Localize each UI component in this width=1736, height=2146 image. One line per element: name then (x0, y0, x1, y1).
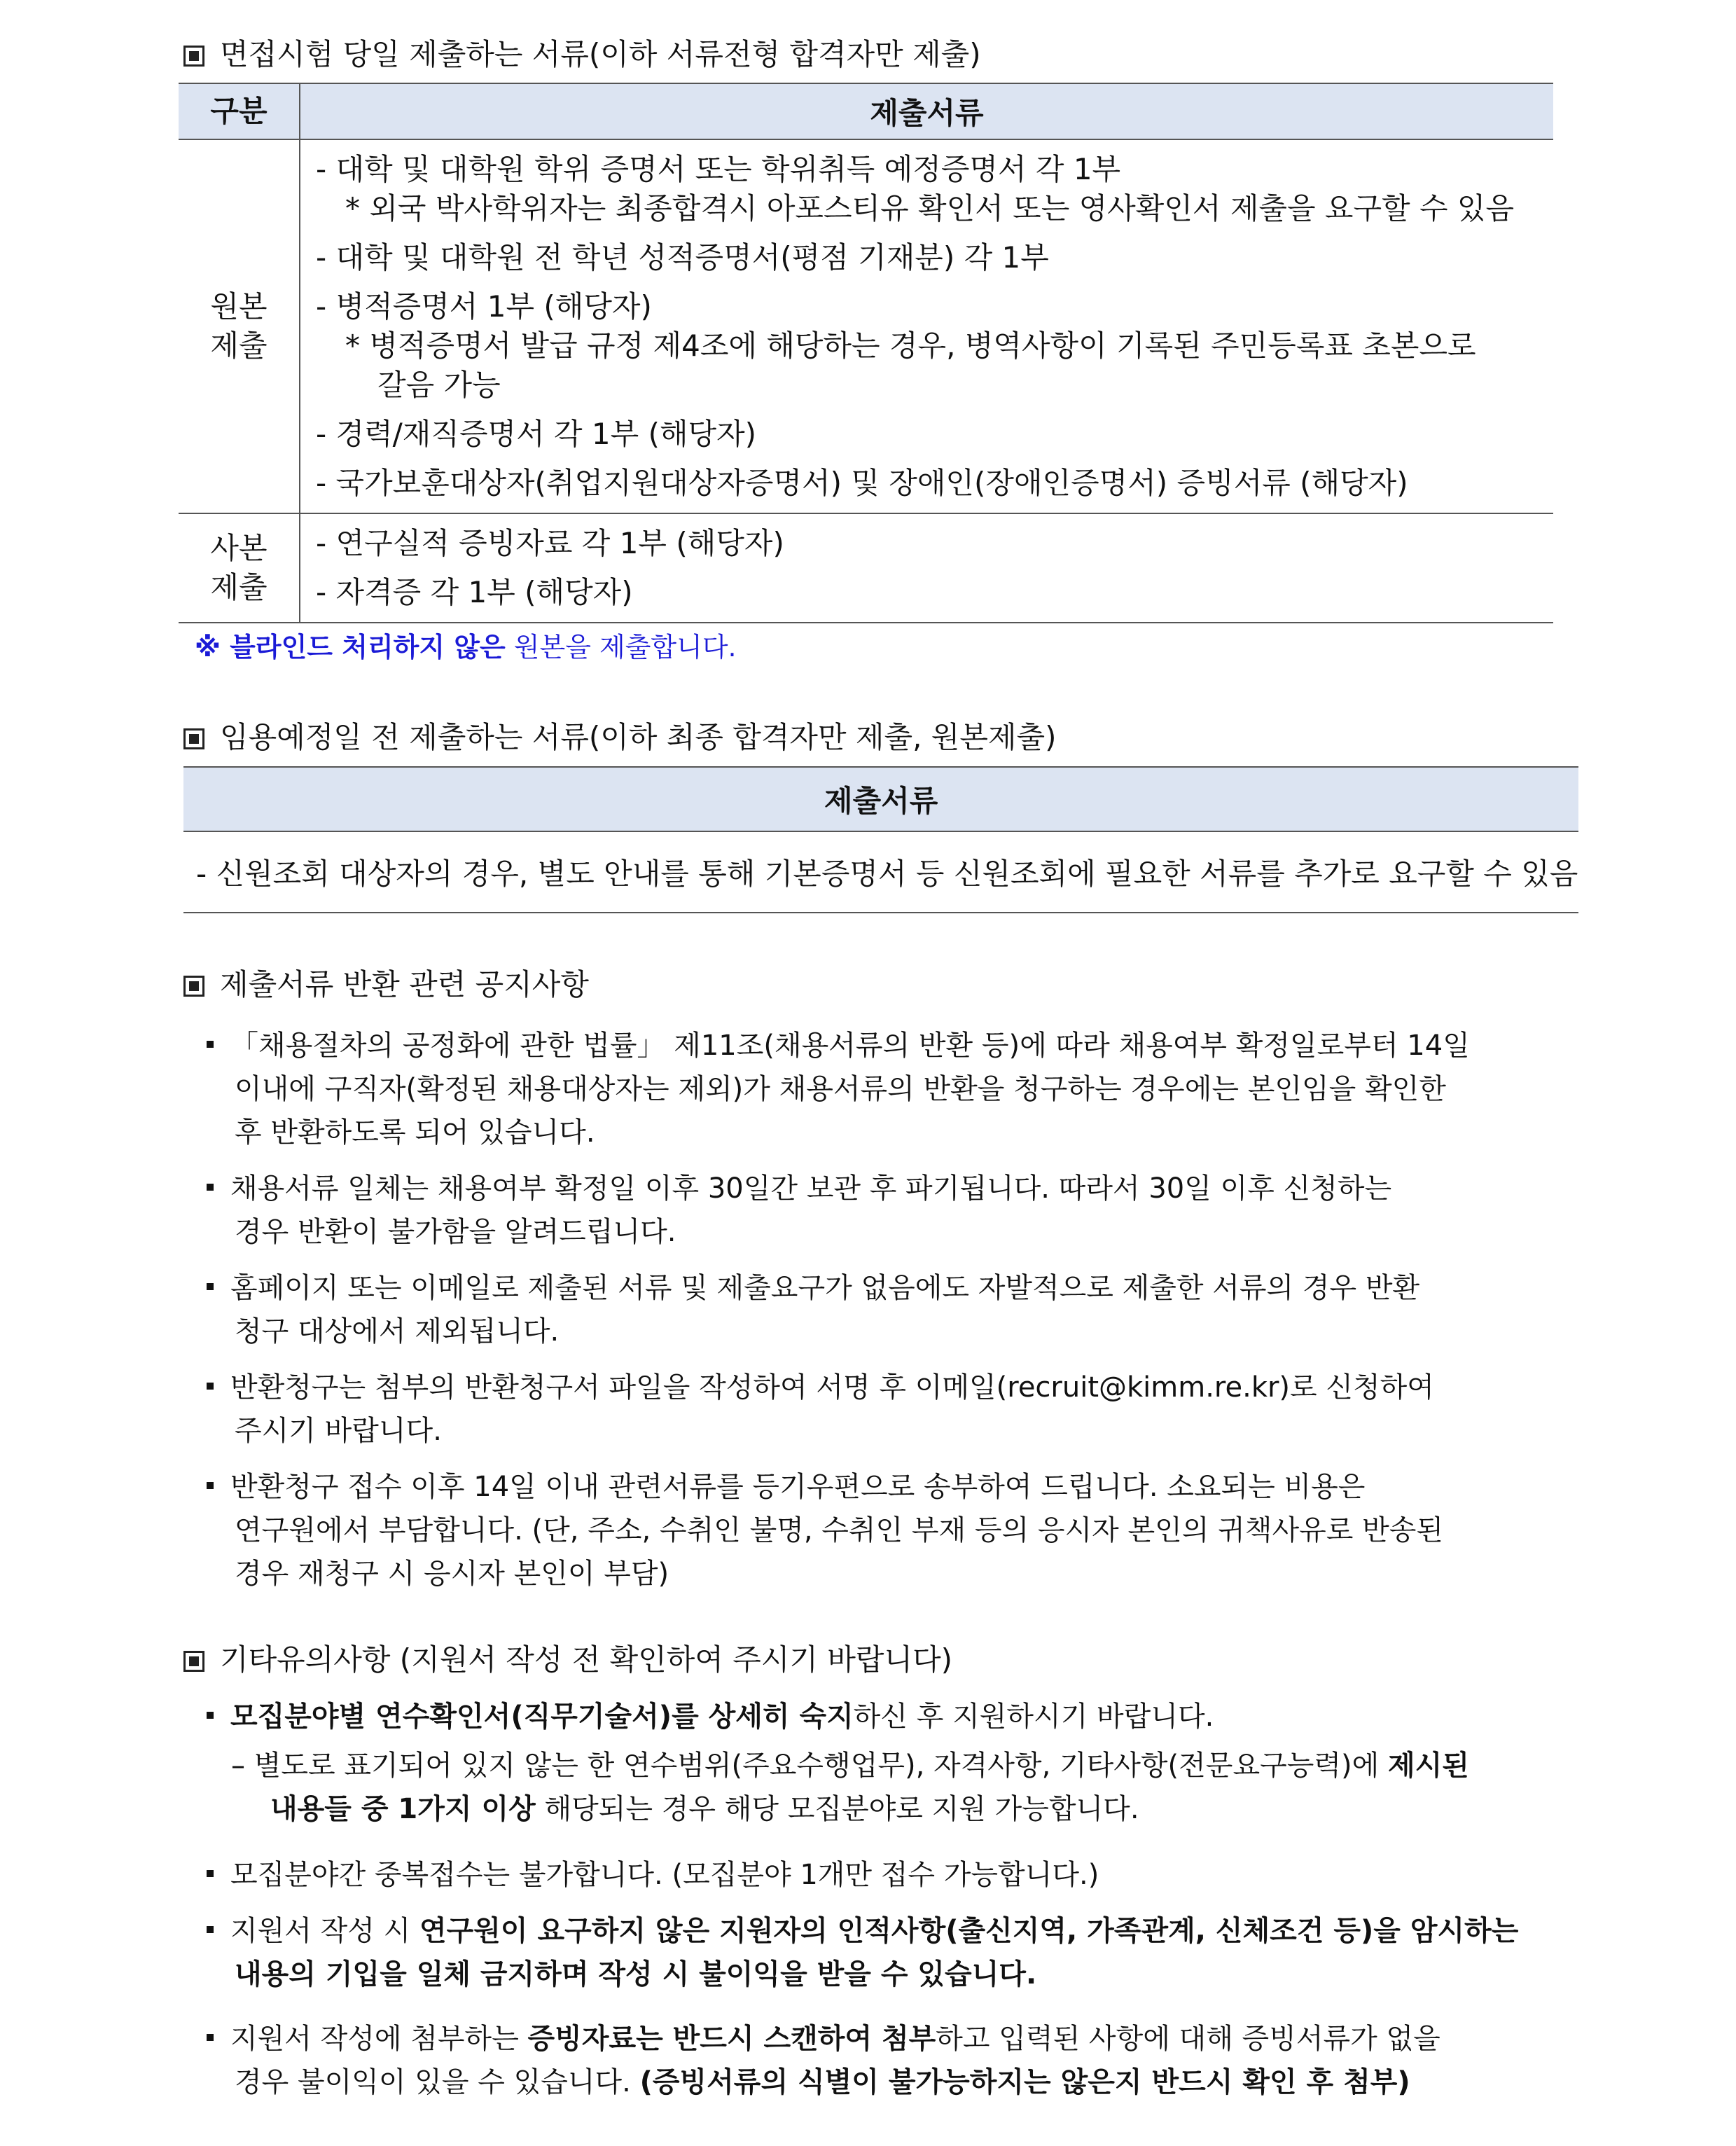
square-bullet-icon (183, 976, 204, 997)
doc-note-line: 갈음 가능 (377, 368, 501, 402)
section2-title: 임용예정일 전 제출하는 서류(이하 최종 합격자만 제출, 원본제출) (183, 718, 1056, 757)
table-row-original (179, 139, 1553, 513)
row-content: - 신원조회 대상자의 경우, 별도 안내를 통해 기본증명서 등 신원조회에 필요한 서류를 추가로 요구할 수 있음 (183, 831, 1578, 913)
caution-item: 지원서 작성에 첨부하는 증빙자료는 반드시 스캔하여 첨부하고 입력된 사항에 대해 증빙서류가 없을 경우 불이익이 있을 수 있습니다. (증빙서류의 식별이 불가능하지는 않은지 반드시 확인 후 첨부) (207, 2017, 1440, 2104)
table-row-copy (179, 513, 1553, 623)
bullet-icon (207, 1041, 214, 1048)
caution-item: 모집분야간 중복접수는 불가합니다. (모집분야 1개만 접수 가능합니다.) (207, 1853, 1099, 1897)
header-documents: 제출서류 (183, 767, 1578, 831)
table-row (183, 831, 1578, 913)
row-content-original (300, 139, 1553, 513)
bullet-icon (207, 1870, 214, 1877)
doc-line: - 자격증 각 1부 (해당자) (316, 575, 633, 609)
bullet-icon (207, 1383, 214, 1390)
notice-item: 홈페이지 또는 이메일로 제출된 서류 및 제출요구가 없음에도 자발적으로 제출한 서류의 경우 반환 청구 대상에서 제외됩니다. (207, 1266, 1419, 1353)
square-bullet-icon (183, 46, 204, 67)
table-header-row (183, 767, 1578, 831)
header-documents: 제출서류 (300, 83, 1553, 139)
doc-line: - 연구실적 증빙자료 각 1부 (해당자) (316, 526, 784, 560)
header-category: 구분 (179, 83, 300, 139)
bullet-icon (207, 1482, 214, 1489)
table-header-row (179, 83, 1553, 139)
row-label-original: 원본 제출 (179, 139, 300, 513)
documents-table-final (183, 766, 1578, 913)
row-content-copy (300, 513, 1553, 623)
bullet-icon (207, 1184, 214, 1191)
doc-line: - 대학 및 대학원 전 학년 성적증명서(평점 기재분) 각 1부 (316, 240, 1049, 275)
blind-note: ※ 블라인드 처리하지 않은 원본을 제출합니다. (195, 632, 737, 663)
documents-table-interview (179, 83, 1553, 623)
doc-line: - 병적증명서 1부 (해당자) (316, 289, 652, 324)
doc-note-line: * 병적증명서 발급 규정 제4조에 해당하는 경우, 병역사항이 기록된 주민등록표 초본으로 (345, 328, 1476, 363)
section4-title: 기타유의사항 (지원서 작성 전 확인하여 주시기 바랍니다) (183, 1640, 952, 1680)
doc-note-line: * 외국 박사학위자는 최종합격시 아포스티유 확인서 또는 영사확인서 제출을 요구할 수 있음 (345, 191, 1515, 226)
section1-title: 면접시험 당일 제출하는 서류(이하 서류전형 합격자만 제출) (183, 35, 981, 74)
notice-item: 반환청구는 첨부의 반환청구서 파일을 작성하여 서명 후 이메일(recruit@kimm.re.kr)로 신청하여 주시기 바랍니다. (207, 1366, 1434, 1453)
doc-line: - 대학 및 대학원 학위 증명서 또는 학위취득 예정증명서 각 1부 (316, 152, 1121, 186)
notice-item: 「채용절차의 공정화에 관한 법률」 제11조(채용서류의 반환 등)에 따라 채용여부 확정일로부터 14일 이내에 구직자(확정된 채용대상자는 제외)가 채용서류의 반환을 청구하는 경우에는 본인임을 확인한 후 반환하도록 되어 있습니다. (207, 1024, 1470, 1154)
notice-item: 채용서류 일체는 채용여부 확정일 이후 30일간 보관 후 파기됩니다. 따라서 30일 이후 신청하는 경우 반환이 불가함을 알려드립니다. (207, 1167, 1391, 1254)
notice-item: 반환청구 접수 이후 14일 이내 관련서류를 등기우편으로 송부하여 드립니다. 소요되는 비용은 연구원에서 부담합니다. (단, 주소, 수취인 불명, 수취인 부재 등의 응시자 본인의 귀책사유로 반송된 경우 재청구 시 응시자 본인이 부담) (207, 1465, 1443, 1595)
caution-item: 모집분야별 연수확인서(직무기술서)를 상세히 숙지하신 후 지원하시기 바랍니다. (207, 1695, 1214, 1738)
section3-title: 제출서류 반환 관련 공지사항 (183, 965, 589, 1004)
doc-line: - 경력/재직증명서 각 1부 (해당자) (316, 417, 757, 451)
square-bullet-icon (183, 728, 204, 749)
doc-line: - 국가보훈대상자(취업지원대상자증명서) 및 장애인(장애인증명서) 증빙서류 (해당자) (316, 466, 1408, 500)
bullet-icon (207, 1712, 214, 1719)
bullet-icon (207, 1283, 214, 1290)
row-label-copy: 사본 제출 (179, 513, 300, 623)
bullet-icon (207, 1926, 214, 1933)
caution-item: 지원서 작성 시 연구원이 요구하지 않은 지원자의 인적사항(출신지역, 가족관계, 신체조건 등)을 암시하는 내용의 기입을 일체 금지하며 작성 시 불이익을 받을 수 있습니다. (207, 1909, 1518, 1996)
square-bullet-icon (183, 1651, 204, 1672)
caution-subitem: – 별도로 표기되어 있지 않는 한 연수범위(주요수행업무), 자격사항, 기타사항(전문요구능력)에 제시된 내용들 중 1가지 이상 해당되는 경우 해당 모집분야로 지원 가능합니다. (231, 1750, 1469, 1825)
bullet-icon (207, 2034, 214, 2041)
